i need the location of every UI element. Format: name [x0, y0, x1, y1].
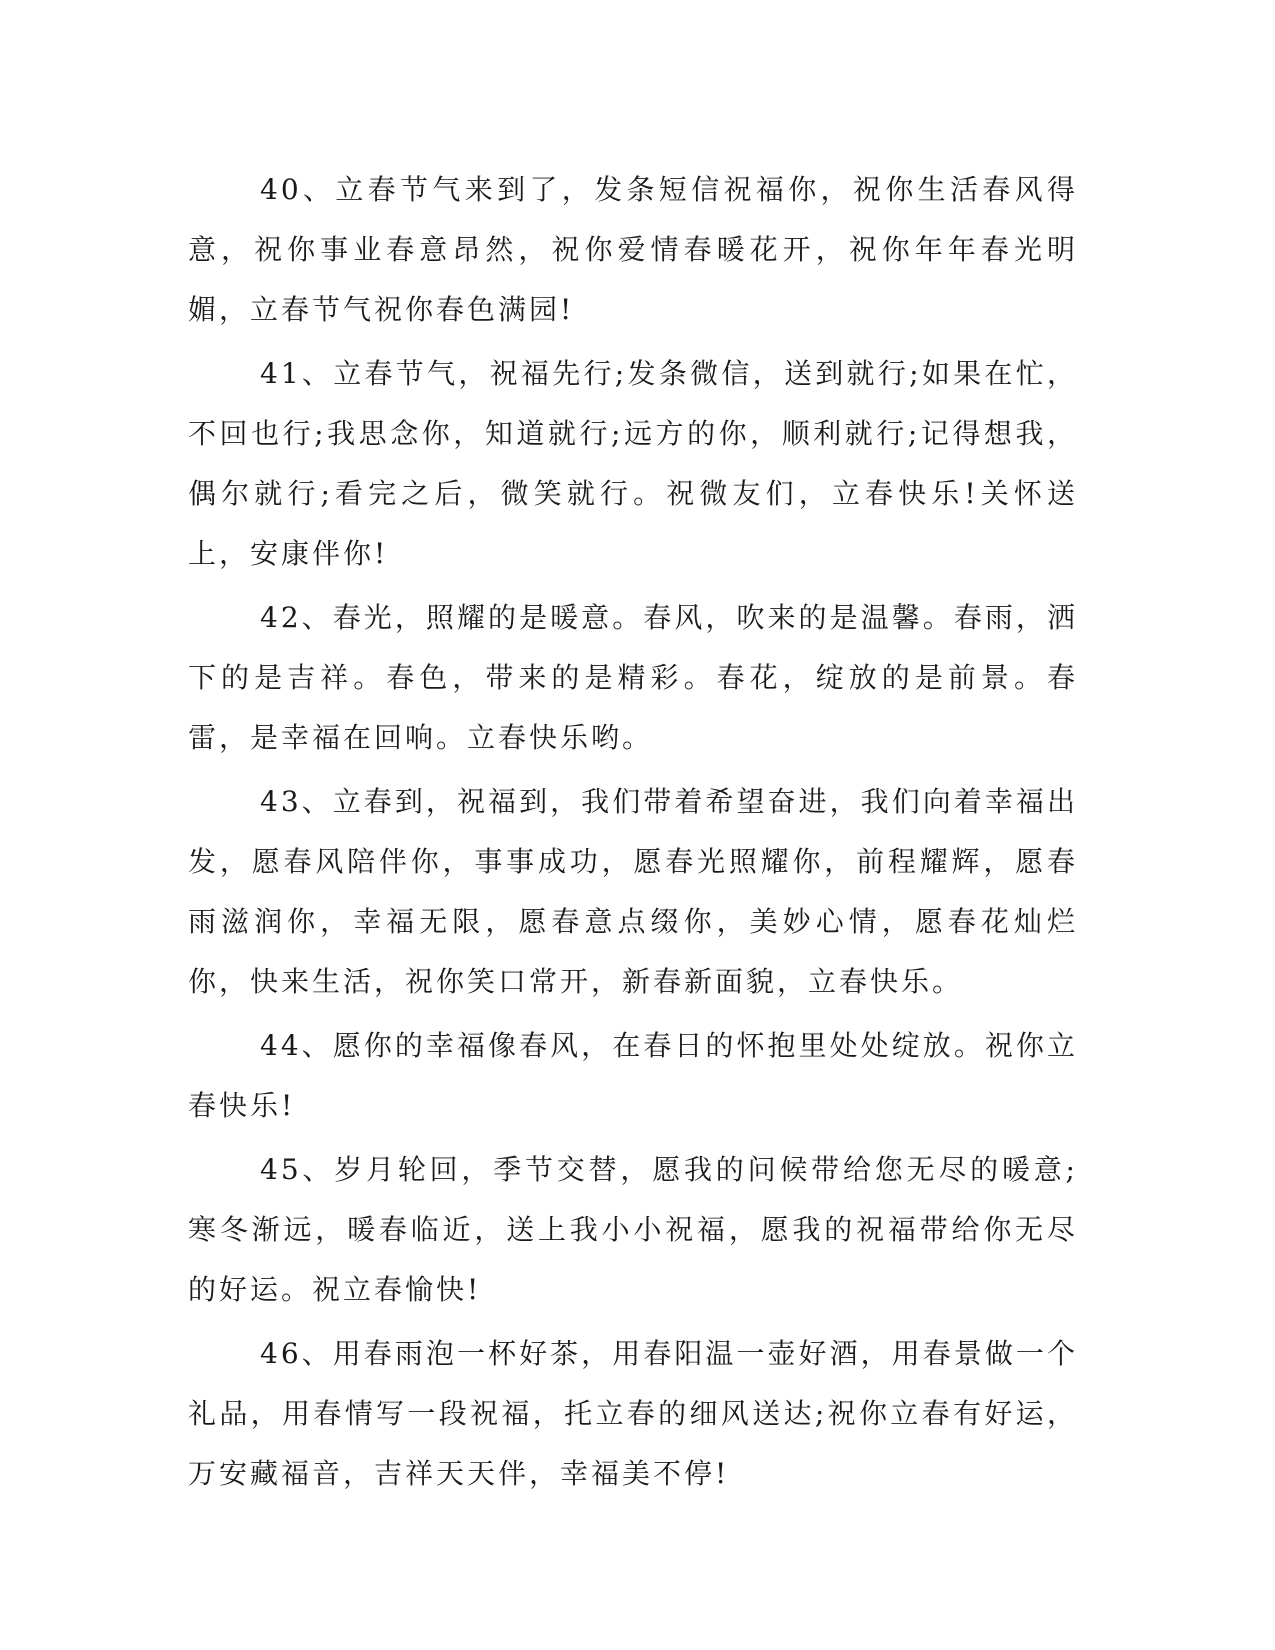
- paragraph-40: 40、立春节气来到了，发条短信祝福你，祝你生活春风得意，祝你事业春意昂然，祝你爱情春暖花开，祝你年年春光明媚，立春节气祝你春色满园!: [188, 173, 1078, 326]
- document-body: [188, 160, 1078, 1508]
- paragraph-43: 43、立春到，祝福到，我们带着希望奋进，我们向着幸福出发，愿春风陪伴你，事事成功，愿春光照耀你，前程耀辉，愿春雨滋润你，幸福无限，愿春意点缀你，美妙心情，愿春花灿烂你，快来生活，祝你笑口常开，新春新面貌，立春快乐。: [188, 785, 1078, 998]
- paragraph-45: 45、岁月轮回，季节交替，愿我的问候带给您无尽的暖意;寒冬渐远，暖春临近，送上我小小祝福，愿我的祝福带给你无尽的好运。祝立春愉快!: [188, 1153, 1078, 1306]
- paragraph-42: 42、春光，照耀的是暖意。春风，吹来的是温馨。春雨，洒下的是吉祥。春色，带来的是精彩。春花，绽放的是前景。春雷，是幸福在回响。立春快乐哟。: [188, 601, 1078, 754]
- paragraph-41: 41、立春节气，祝福先行;发条微信，送到就行;如果在忙，不回也行;我思念你，知道就行;远方的你，顺利就行;记得想我，偶尔就行;看完之后，微笑就行。祝微友们，立春快乐!关怀送上，安康伴你!: [188, 357, 1078, 570]
- paragraph-44: 44、愿你的幸福像春风，在春日的怀抱里处处绽放。祝你立春快乐!: [188, 1029, 1078, 1122]
- paragraph-46: 46、用春雨泡一杯好茶，用春阳温一壶好酒，用春景做一个礼品，用春情写一段祝福，托立春的细风送达;祝你立春有好运，万安藏福音，吉祥天天伴，幸福美不停!: [188, 1337, 1078, 1490]
